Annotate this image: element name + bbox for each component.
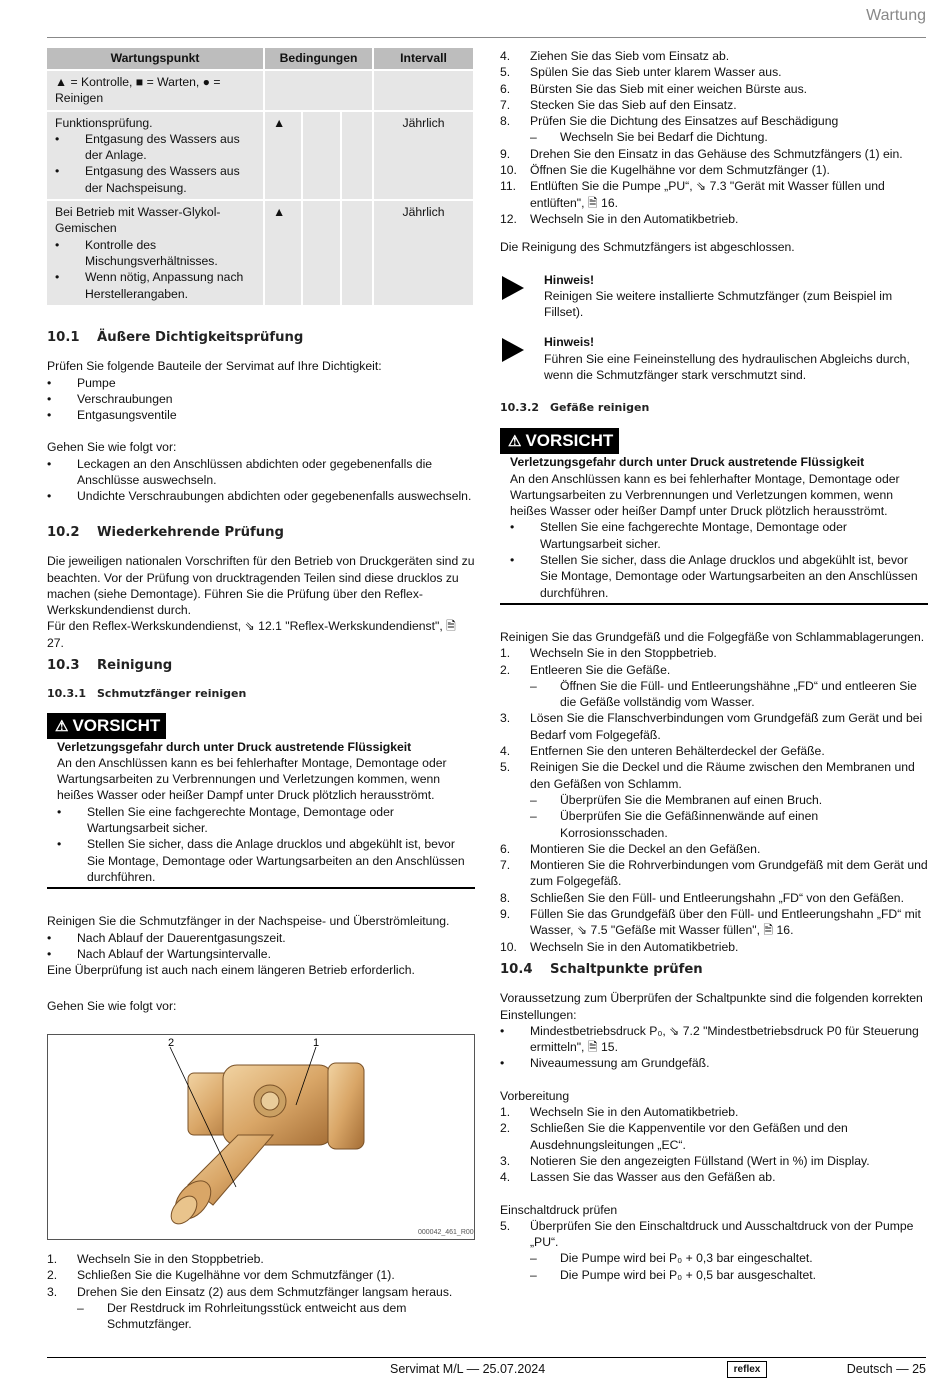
table-row	[47, 112, 473, 199]
list-item: • Stellen Sie sicher, dass die Anlage drucklos und abgekühlt ist, bevor Sie Montage, Demontage oder Wartungsarbeiten an den Anschlüssen durchführen.	[57, 836, 475, 885]
section-10-1	[47, 330, 475, 505]
strainer-steps-b	[500, 48, 928, 383]
hint-arrow-icon	[502, 276, 524, 300]
list-item: • Leckagen an den Anschlüssen abdichten oder gegebenenfalls die Anschlüsse auswechseln.	[47, 456, 475, 489]
list-item: • Stellen Sie sicher, dass die Anlage drucklos und abgekühlt ist, bevor Sie Montage, Demontage oder Wartungsarbeiten an den Anschlüssen durchführen.	[510, 552, 928, 601]
row-symbol: ▲	[265, 112, 301, 199]
section-heading: 10.3 Reinigung	[47, 658, 173, 673]
table-legend: ▲ = Kontrolle, ■ = Warten, ● = Reinigen	[47, 71, 263, 110]
hint-block	[500, 334, 928, 383]
strainer-figure	[47, 1034, 475, 1240]
subsection-heading: 10.3.1 Schmutzfänger reinigen	[47, 687, 247, 701]
warning-triangle-icon: ⚠	[55, 717, 69, 735]
figure-label-1: 1	[313, 1037, 320, 1049]
caution-label: ⚠ VORSICHT	[500, 428, 619, 454]
list-item: • Niveaumessung am Grundgefäß.	[500, 1055, 928, 1071]
paragraph: Eine Überprüfung ist auch nach einem längeren Betrieb erforderlich.	[47, 963, 415, 978]
maintenance-table-wrap	[47, 46, 475, 307]
section-10-2	[47, 525, 475, 651]
row-interval: Jährlich	[374, 112, 473, 199]
paragraph: Reinigen Sie die Schmutzfänger in der Nachspeise- und Überströmleitung.	[47, 914, 450, 929]
reflex-logo: reflex	[727, 1361, 767, 1378]
list-item: 3. Notieren Sie den angezeigten Füllstand (Wert in %) im Display.	[500, 1153, 870, 1168]
list-item: • Undichte Verschraubungen abdichten oder gegebenenfalls auswechseln.	[47, 488, 475, 504]
footer-page: Deutsch — 25	[846, 1362, 926, 1376]
paragraph: Gehen Sie wie folgt vor:	[47, 999, 177, 1014]
list-item: • Pumpe	[47, 375, 475, 391]
strainer-steps-a	[47, 1251, 475, 1332]
warning-triangle-icon: ⚠	[508, 433, 522, 451]
cross-reference-link[interactable]: Für den Reflex-Werkskundendienst, ⇘ 12.1 "Reflex-Werkskundendienst", 🗎 27.	[47, 619, 456, 650]
list-item: 2. Entleeren Sie die Gefäße.	[500, 662, 671, 677]
list-subitem: – Überprüfen Sie die Gefäßinnenwände auf einen Korrosionsschaden.	[500, 808, 928, 841]
subsection-heading: 10.3.2 Gefäße reinigen	[500, 401, 650, 414]
list-item: • Mindestbetriebsdruck P₀, ⇘ 7.2 "Mindestbetriebsdruck P0 für Steuerung ermitteln", 🗎 15.	[500, 1023, 928, 1056]
row-item: • Wenn nötig, Anpassung nach Herstellerangaben.	[55, 269, 255, 302]
row-item: • Entgasung des Wassers aus der Nachspeisung.	[55, 163, 255, 196]
table-header-bedingungen: Bedingungen	[265, 48, 372, 69]
hint-text: Reinigen Sie weitere installierte Schmutzfänger (zum Beispiel im Fillset).	[544, 288, 893, 320]
list-subitem: – Der Restdruck im Rohrleitungsstück entweicht aus dem Schmutzfänger.	[47, 1300, 475, 1333]
paragraph: Gehen Sie wie folgt vor:	[47, 440, 177, 455]
list-item: • Nach Ablauf der Wartungsintervalle.	[47, 946, 475, 962]
list-item: • Verschraubungen	[47, 391, 475, 407]
warning-block	[500, 428, 928, 605]
list-item: • Stellen Sie eine fachgerechte Montage, Demontage oder Wartungsarbeit sicher.	[57, 804, 475, 837]
list-item: 4. Ziehen Sie das Sieb vom Einsatz ab.	[500, 49, 730, 63]
list-item: 8. Schließen Sie den Füll- und Entleerungshahn „FD“ von den Gefäßen.	[500, 890, 904, 905]
hint-text: Führen Sie eine Feineinstellung des hydraulischen Abgleichs durch, wenn die Schmutzfänger stark verschmutzt sind.	[544, 351, 910, 383]
table-row	[47, 201, 473, 305]
list-item: 9. Füllen Sie das Grundgefäß über den Füll- und Entleerungshahn „FD“ mit Wasser, ⇘ 7.5 "Gefäße mit Wasser füllen", 🗎 16.	[500, 907, 921, 938]
list-item: 1. Wechseln Sie in den Stoppbetrieb.	[500, 646, 717, 661]
list-item: 3. Drehen Sie den Einsatz (2) aus dem Schmutzfänger langsam heraus.	[47, 1284, 453, 1299]
list-subitem: – Überprüfen Sie die Membranen auf einen Bruch.	[500, 792, 928, 808]
paragraph: Voraussetzung zum Überprüfen der Schaltpunkte sind die folgenden korrekten Einstellungen:	[500, 991, 923, 1022]
row-item: • Kontrolle des Mischungsverhältnisses.	[55, 237, 255, 270]
section-10-3-2	[500, 400, 928, 955]
list-item: 9. Drehen Sie den Einsatz in das Gehäuse des Schmutzfängers (1) ein.	[500, 146, 903, 161]
list-item: 4. Entfernen Sie den unteren Behälterdeckel der Gefäße.	[500, 744, 825, 759]
hint-block	[500, 272, 928, 321]
figure-label-2: 2	[168, 1037, 175, 1049]
list-item: 2. Schließen Sie die Kugelhähne vor dem Schmutzfänger (1).	[47, 1268, 395, 1283]
maintenance-table	[45, 46, 475, 307]
warning-text: An den Anschlüssen kann es bei fehlerhafter Montage, Demontage oder Wartungsarbeiten zu Verbrennungen und Verletzungen kommen, wenn heißes Wasser oder heißer Dampf unter Druck plötzlich herausströmt.	[510, 471, 900, 519]
row-interval: Jährlich	[374, 201, 473, 305]
list-item: 6. Bürsten Sie das Sieb mit einer weichen Bürste aus.	[500, 81, 808, 96]
section-heading: 10.2 Wiederkehrende Prüfung	[47, 525, 284, 540]
row-title: Bei Betrieb mit Wasser-Glykol-Gemischen	[55, 205, 221, 236]
list-item: 12. Wechseln Sie in den Automatikbetrieb.	[500, 211, 739, 226]
figure-code: 000042_461_R00	[418, 1229, 474, 1236]
paragraph: Einschaltdruck prüfen	[500, 1202, 618, 1217]
section-10-3	[47, 658, 475, 1015]
row-item: • Entgasung des Wassers aus der Anlage.	[55, 131, 255, 164]
list-item: • Stellen Sie eine fachgerechte Montage, Demontage oder Wartungsarbeit sicher.	[510, 519, 928, 552]
list-item: 7. Montieren Sie die Rohrverbindungen vom Grundgefäß mit dem Gerät und zum Folgegefäß.	[500, 858, 928, 889]
list-item: 10. Wechseln Sie in den Automatikbetrieb.	[500, 939, 739, 954]
table-header-intervall: Intervall	[374, 48, 473, 69]
paragraph: Die jeweiligen nationalen Vorschriften für den Betrieb von Druckgeräten sind zu beachten. Vor der Prüfung von drucktragenden Teilen sind diese drucklos zu machen (siehe Demontage). Führen Sie die Prüfung über den Reflex-Werkskundendienst durch.	[47, 554, 475, 618]
list-item: 6. Montieren Sie die Deckel an den Gefäßen.	[500, 841, 761, 856]
list-item: 5. Spülen Sie das Sieb unter klarem Wasser aus.	[500, 65, 782, 80]
row-title: Funktionsprüfung.	[55, 115, 153, 130]
paragraph: Vorbereitung	[500, 1088, 570, 1103]
list-item: 2. Schließen Sie die Kappenventile vor den Gefäßen und den Ausdehnungsleitungen „EC“.	[500, 1121, 848, 1152]
list-item: • Nach Ablauf der Dauerentgasungszeit.	[47, 930, 475, 946]
section-heading: 10.1 Äußere Dichtigkeitsprüfung	[47, 330, 304, 345]
list-subitem: – Die Pumpe wird bei P₀ + 0,5 bar ausgeschaltet.	[500, 1267, 928, 1283]
section-heading: 10.4 Schaltpunkte prüfen	[500, 962, 703, 977]
list-item: 11. Entlüften Sie die Pumpe „PU“, ⇘ 7.3 "Gerät mit Wasser füllen und entlüften", 🗎 16.	[500, 179, 885, 210]
list-item: 4. Lassen Sie das Wasser aus den Gefäßen ab.	[500, 1170, 776, 1185]
caution-label: ⚠ VORSICHT	[47, 713, 166, 739]
list-item: 10. Öffnen Sie die Kugelhähne vor dem Schmutzfänger (1).	[500, 163, 830, 178]
header-rule	[47, 37, 926, 38]
section-header: Wartung	[866, 7, 926, 24]
footer-doc: Servimat M/L — 25.07.2024	[390, 1362, 546, 1376]
hint-title: Hinweis!	[544, 272, 595, 287]
list-item: 1. Wechseln Sie in den Automatikbetrieb.	[500, 1105, 739, 1120]
list-item: 5. Überprüfen Sie den Einschaltdruck und Ausschaltdruck von der Pumpe „PU“.	[500, 1218, 914, 1250]
hint-title: Hinweis!	[544, 335, 595, 350]
paragraph: Reinigen Sie das Grundgefäß und die Folgegfäße von Schlammablagerungen.	[500, 629, 925, 644]
warning-title: Verletzungsgefahr durch unter Druck austretende Flüssigkeit	[510, 455, 865, 470]
paragraph: Prüfen Sie folgende Bauteile der Servimat auf Ihre Dichtigkeit:	[47, 359, 382, 374]
warning-block	[47, 713, 475, 890]
row-symbol: ▲	[265, 201, 301, 305]
list-subitem: – Die Pumpe wird bei P₀ + 0,3 bar eingeschaltet.	[500, 1250, 928, 1266]
table-header-wartungspunkt: Wartungspunkt	[47, 48, 263, 69]
list-subitem: – Öffnen Sie die Füll- und Entleerungshähne „FD“ und entleeren Sie die Gefäße vollständig vom Wasser.	[500, 678, 928, 711]
list-subitem: – Wechseln Sie bei Bedarf die Dichtung.	[500, 129, 928, 145]
warning-text: An den Anschlüssen kann es bei fehlerhafter Montage, Demontage oder Wartungsarbeiten zu Verbrennungen und Verletzungen kommen, wenn heißes Wasser oder heißer Dampf unter Druck plötzlich herausströmt.	[57, 755, 447, 803]
list-item: 1. Wechseln Sie in den Stoppbetrieb.	[47, 1252, 264, 1266]
list-item: • Entgasungsventile	[47, 407, 475, 423]
hint-arrow-icon	[502, 338, 524, 362]
list-item: 3. Lösen Sie die Flanschverbindungen vom Grundgefäß zum Gerät und bei Bedarf vom Folgegefäß.	[500, 711, 923, 742]
list-item: 8. Prüfen Sie die Dichtung des Einsatzes auf Beschädigung	[500, 114, 839, 129]
list-item: 5. Reinigen Sie die Deckel und die Räume zwischen den Membranen und den Gefäßen von Schlamm.	[500, 760, 915, 791]
warning-title: Verletzungsgefahr durch unter Druck austretende Flüssigkeit	[57, 739, 412, 754]
section-10-4	[500, 962, 928, 1283]
strainer-illustration	[48, 1035, 474, 1239]
paragraph: Die Reinigung des Schmutzfängers ist abgeschlossen.	[500, 240, 795, 255]
list-item: 7. Stecken Sie das Sieb auf den Einsatz.	[500, 97, 737, 112]
footer-rule	[47, 1357, 926, 1358]
